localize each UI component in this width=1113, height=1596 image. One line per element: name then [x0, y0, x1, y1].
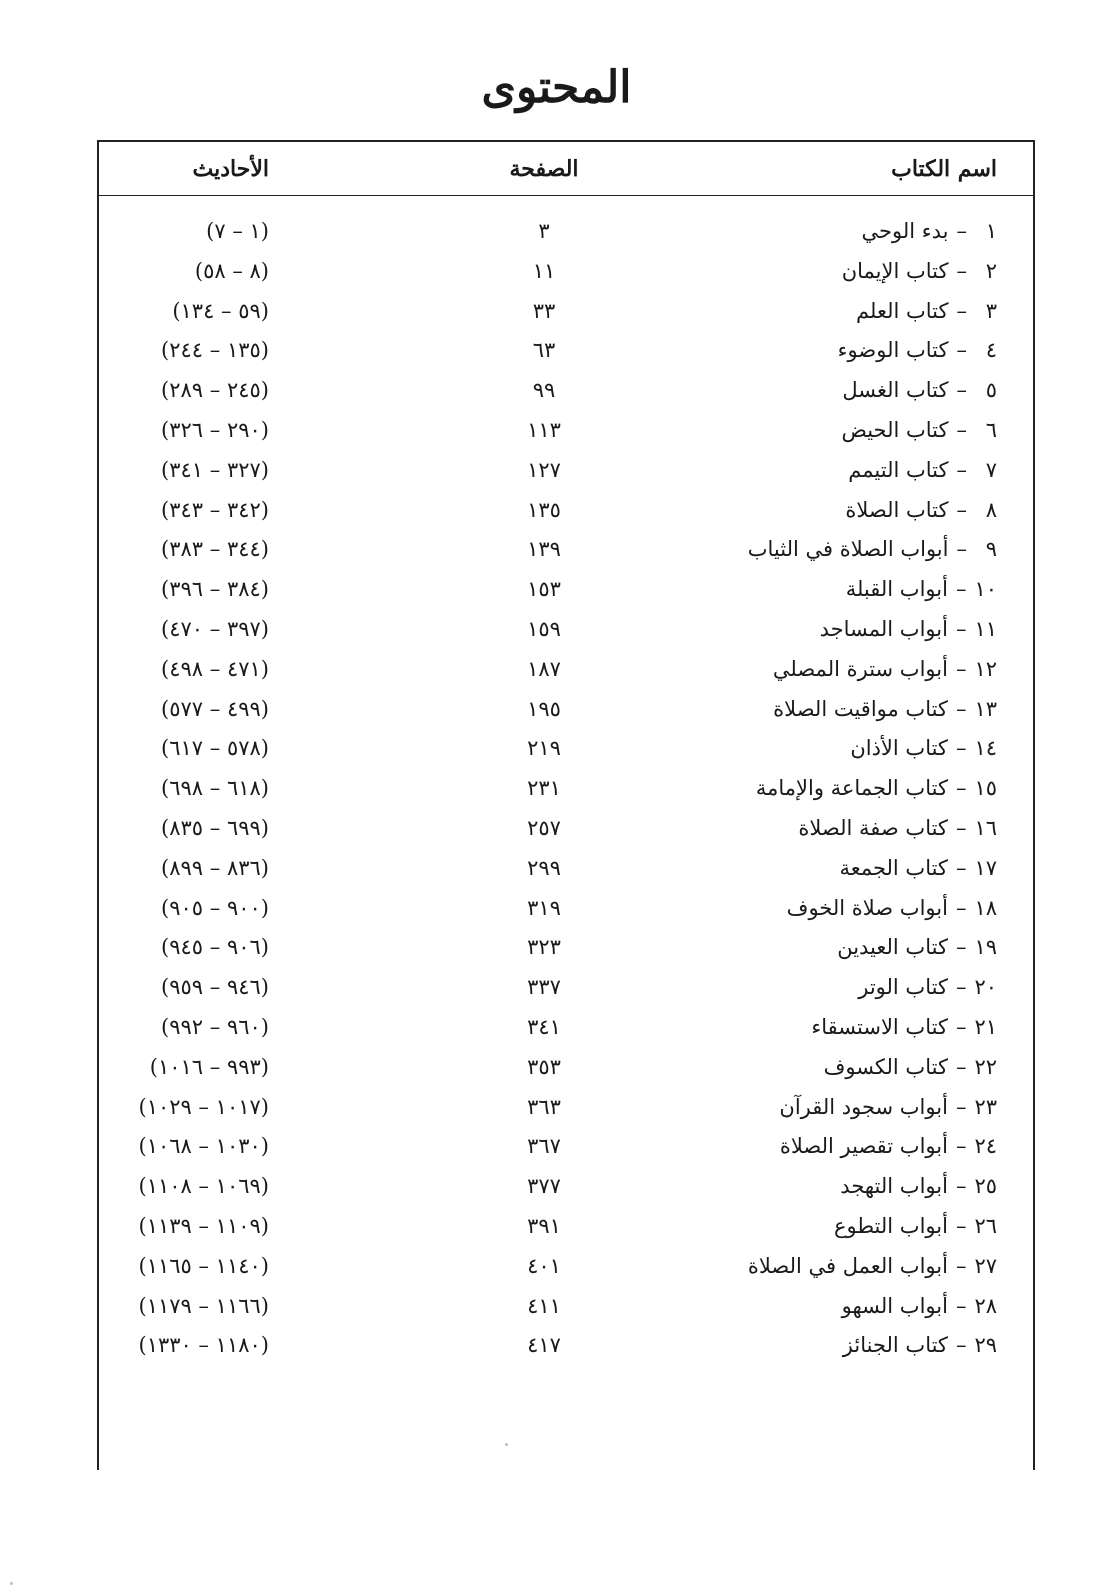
hadith-range: (٣٨٤ – ٣٩٦) [161, 577, 269, 602]
book-title: كتاب الجماعة والإمامة [755, 776, 948, 801]
page-number: ٣٣٧ [527, 975, 561, 1000]
hadith-range: (٤٩٩ – ٥٧٧) [161, 696, 269, 721]
hadith-range: (١١٨٠ – ١٣٣٠) [138, 1333, 269, 1358]
page-number: ١٣٥ [527, 497, 561, 522]
page-number: ٣ [538, 219, 550, 243]
entry-number: ٢١ [974, 1014, 997, 1039]
table-row [99, 809, 1033, 849]
table-row [99, 252, 1033, 292]
entry-number: ٢ [985, 258, 997, 283]
entry-number: ٣ [985, 298, 997, 323]
entry-number: ١٠ [974, 577, 997, 602]
book-title: بدء الوحي [861, 219, 949, 243]
entry-number: ٢٠ [974, 975, 997, 1000]
table-header [99, 142, 1033, 196]
book-entry: ٢٢–كتاب الكسوف [824, 1050, 997, 1084]
hadith-range: (٦١٨ – ٦٩٨) [161, 776, 269, 801]
entry-number: ٧ [985, 457, 997, 482]
page-number: ٢٣١ [527, 776, 561, 801]
book-title: كتاب الإيمان [841, 258, 949, 283]
table-row [99, 1326, 1033, 1366]
page-number: ٣٢٣ [527, 935, 561, 960]
page-number: ٣٧٧ [527, 1174, 561, 1199]
book-entry: ١١–أبواب المساجد [820, 612, 997, 646]
hadith-range: (٥٧٨ – ٦١٧) [161, 736, 269, 761]
book-title: كتاب الكسوف [823, 1054, 948, 1079]
book-entry: ١٠–أبواب القبلة [846, 572, 997, 606]
book-title: كتاب الوتر [858, 975, 948, 1000]
book-title: أبواب المساجد [819, 616, 948, 641]
page-number: ١١ [532, 258, 556, 283]
book-entry: ٢٤–أبواب تقصير الصلاة [780, 1129, 997, 1163]
entry-number: ٢٦ [974, 1213, 997, 1238]
table-row [99, 491, 1033, 531]
table-row [99, 690, 1033, 730]
entry-number: ١٤ [974, 736, 997, 761]
entry-number: ١ [985, 219, 997, 243]
page-number: ٣٤١ [527, 1014, 561, 1039]
hadith-range: (٨٣٦ – ٨٩٩) [161, 855, 269, 880]
scan-speck [10, 1582, 13, 1585]
table-row [99, 650, 1033, 690]
book-entry: ١٥–كتاب الجماعة والإمامة [756, 771, 997, 805]
book-title: كتاب الجنائز [842, 1333, 948, 1358]
table-row [99, 928, 1033, 968]
book-title: كتاب صفة الصلاة [798, 815, 948, 840]
hadith-range: (٣٩٧ – ٤٧٠) [161, 616, 269, 641]
book-entry: ٢٥–أبواب التهجد [840, 1169, 997, 1203]
entry-number: ٨ [985, 497, 997, 522]
table-row [99, 849, 1033, 889]
page-number: ١٢٧ [527, 457, 561, 482]
table-row [99, 530, 1033, 570]
table-row [99, 331, 1033, 371]
hadith-range: (١ – ٧) [206, 219, 269, 243]
book-entry: ٢٠–كتاب الوتر [858, 970, 997, 1004]
book-entry: ١–بدء الوحي [862, 214, 997, 248]
hadith-range: (٩٠٦ – ٩٤٥) [161, 935, 269, 960]
book-entry: ٢٩–كتاب الجنائز [843, 1328, 997, 1362]
table-row [99, 1207, 1033, 1247]
hadith-range: (١٠٣٠ – ١٠٦٨) [138, 1134, 269, 1159]
page-number: ٩٩ [532, 378, 556, 403]
table-row [99, 212, 1033, 252]
header-book-name: اسم الكتاب [891, 156, 997, 182]
table-row [99, 610, 1033, 650]
table-row [99, 570, 1033, 610]
hadith-range: (١٠٦٩ – ١١٠٨) [138, 1174, 269, 1199]
hadith-range: (١٠١٧ – ١٠٢٩) [138, 1094, 269, 1119]
page-number: ٢٥٧ [527, 815, 561, 840]
entry-number: ١٢ [974, 656, 997, 681]
book-title: كتاب مواقيت الصلاة [773, 696, 948, 721]
page-number: ١٨٧ [527, 656, 561, 681]
book-title: كتاب العلم [856, 298, 949, 323]
book-entry: ١٩–كتاب العيدين [837, 930, 997, 964]
header-page: الصفحة [509, 156, 579, 182]
table-body [99, 212, 1033, 1366]
hadith-range: (٦٩٩ – ٨٣٥) [161, 815, 269, 840]
entry-number: ٢٣ [974, 1094, 997, 1119]
book-title: أبواب صلاة الخوف [786, 895, 948, 920]
book-entry: ٢٧–أبواب العمل في الصلاة [748, 1249, 997, 1283]
scan-speck [505, 1443, 508, 1446]
hadith-range: (٩٤٦ – ٩٥٩) [161, 975, 269, 1000]
page-number: ١٥٩ [527, 616, 561, 641]
book-entry: ١٣–كتاب مواقيت الصلاة [773, 692, 997, 726]
hadith-range: (٣٤٢ – ٣٤٣) [161, 497, 269, 522]
hadith-range: (٩٠٠ – ٩٠٥) [161, 895, 269, 920]
book-title: أبواب العمل في الصلاة [747, 1253, 948, 1278]
book-entry: ١٧–كتاب الجمعة [839, 851, 997, 885]
page-number: ١١٣ [527, 417, 561, 442]
table-row [99, 371, 1033, 411]
table-row [99, 1247, 1033, 1287]
page-number: ٢١٩ [527, 736, 561, 761]
book-title: أبواب القبلة [845, 577, 948, 602]
book-title: أبواب سترة المصلي [772, 656, 948, 681]
book-entry: ١٢–أبواب سترة المصلي [773, 652, 997, 686]
table-row [99, 1048, 1033, 1088]
table-row [99, 1127, 1033, 1167]
book-entry: ٢١–كتاب الاستسقاء [811, 1010, 997, 1044]
book-entry: ٧–كتاب التيمم [848, 453, 997, 487]
hadith-range: (٩٦٠ – ٩٩٢) [161, 1014, 269, 1039]
book-entry: ٢–كتاب الإيمان [842, 254, 997, 288]
entry-number: ١٧ [974, 855, 997, 880]
book-entry: ٦–كتاب الحيض [841, 413, 997, 447]
book-title: أبواب التهجد [840, 1174, 948, 1199]
table-row [99, 1287, 1033, 1327]
book-entry: ٩–أبواب الصلاة في الثياب [748, 532, 997, 566]
book-title: كتاب الجمعة [839, 855, 948, 880]
book-entry: ٢٨–أبواب السهو [842, 1289, 997, 1323]
book-title: كتاب الغسل [842, 378, 949, 403]
hadith-range: (٢٤٥ – ٢٨٩) [161, 378, 269, 403]
hadith-range: (٨ – ٥٨) [194, 258, 269, 283]
hadith-range: (٩٩٣ – ١٠١٦) [149, 1054, 269, 1079]
entry-number: ١٨ [974, 895, 997, 920]
book-entry: ٨–كتاب الصلاة [845, 493, 997, 527]
table-row [99, 1088, 1033, 1128]
page-number: ٣١٩ [527, 895, 561, 920]
hadith-range: (٤٧١ – ٤٩٨) [161, 656, 269, 681]
table-row [99, 411, 1033, 451]
book-title: كتاب الوضوء [837, 338, 949, 363]
entry-number: ٢٢ [974, 1054, 997, 1079]
hadith-range: (٣٢٧ – ٣٤١) [161, 457, 269, 482]
book-entry: ٣–كتاب العلم [856, 294, 997, 328]
book-entry: ٤–كتاب الوضوء [838, 333, 997, 367]
hadith-range: (٥٩ – ١٣٤) [172, 298, 269, 323]
table-row [99, 451, 1033, 491]
book-title: كتاب الاستسقاء [811, 1014, 948, 1039]
entry-number: ٢٩ [974, 1333, 997, 1358]
hadith-range: (١١٠٩ – ١١٣٩) [138, 1213, 269, 1238]
table-row [99, 889, 1033, 929]
hadith-range: (١١٦٦ – ١١٧٩) [138, 1293, 269, 1318]
page-title: المحتوى [481, 62, 632, 113]
page-number: ٣٣ [532, 298, 556, 323]
page-number: ١٩٥ [527, 696, 561, 721]
page-number: ٤١١ [527, 1293, 561, 1318]
page-number: ١٥٣ [527, 577, 561, 602]
book-entry: ١٦–كتاب صفة الصلاة [798, 811, 997, 845]
book-title: أبواب الصلاة في الثياب [747, 537, 949, 562]
header-hadiths: الأحاديث [192, 156, 269, 182]
table-row [99, 1167, 1033, 1207]
page-number: ٣٩١ [527, 1213, 561, 1238]
book-entry: ٥–كتاب الغسل [842, 373, 997, 407]
entry-number: ٤ [985, 338, 997, 363]
page-number: ٢٩٩ [527, 855, 561, 880]
entry-number: ١٣ [974, 696, 997, 721]
book-title: أبواب التطوع [833, 1213, 948, 1238]
table-row [99, 1008, 1033, 1048]
entry-number: ٢٥ [974, 1174, 997, 1199]
book-entry: ٢٣–أبواب سجود القرآن [779, 1090, 997, 1124]
page-number: ٤٠١ [527, 1253, 561, 1278]
book-title: أبواب السهو [841, 1293, 948, 1318]
book-entry: ٢٦–أبواب التطوع [834, 1209, 997, 1243]
entry-number: ٢٤ [974, 1134, 997, 1159]
table-row [99, 729, 1033, 769]
entry-number: ١١ [974, 616, 997, 641]
hadith-range: (١٣٥ – ٢٤٤) [161, 338, 269, 363]
book-title: كتاب التيمم [848, 457, 949, 482]
entry-number: ١٦ [974, 815, 997, 840]
entry-number: ٦ [985, 417, 997, 442]
book-entry: ١٤–كتاب الأذان [850, 731, 997, 765]
page-number: ٣٦٣ [527, 1094, 561, 1119]
page-number: ٣٥٣ [527, 1054, 561, 1079]
entry-number: ٢٨ [974, 1293, 997, 1318]
entry-number: ١٥ [974, 776, 997, 801]
entry-number: ٢٧ [974, 1253, 997, 1278]
book-title: كتاب العيدين [837, 935, 948, 960]
entry-number: ٥ [985, 378, 997, 403]
page-number: ١٣٩ [527, 537, 561, 562]
hadith-range: (١١٤٠ – ١١٦٥) [138, 1253, 269, 1278]
entry-number: ٩ [985, 537, 997, 562]
table-row [99, 292, 1033, 332]
hadith-range: (٣٤٤ – ٣٨٣) [161, 537, 269, 562]
book-entry: ١٨–أبواب صلاة الخوف [787, 891, 997, 925]
entry-number: ١٩ [974, 935, 997, 960]
page-number: ٦٣ [532, 338, 556, 363]
contents-table [97, 140, 1035, 1470]
book-title: كتاب الصلاة [845, 497, 949, 522]
table-row [99, 968, 1033, 1008]
hadith-range: (٢٩٠ – ٣٢٦) [161, 417, 269, 442]
page-number: ٣٦٧ [527, 1134, 561, 1159]
book-title: أبواب سجود القرآن [779, 1094, 948, 1119]
table-row [99, 769, 1033, 809]
book-title: كتاب الأذان [850, 736, 948, 761]
book-title: أبواب تقصير الصلاة [779, 1134, 948, 1159]
book-title: كتاب الحيض [841, 417, 949, 442]
page-number: ٤١٧ [527, 1333, 561, 1358]
